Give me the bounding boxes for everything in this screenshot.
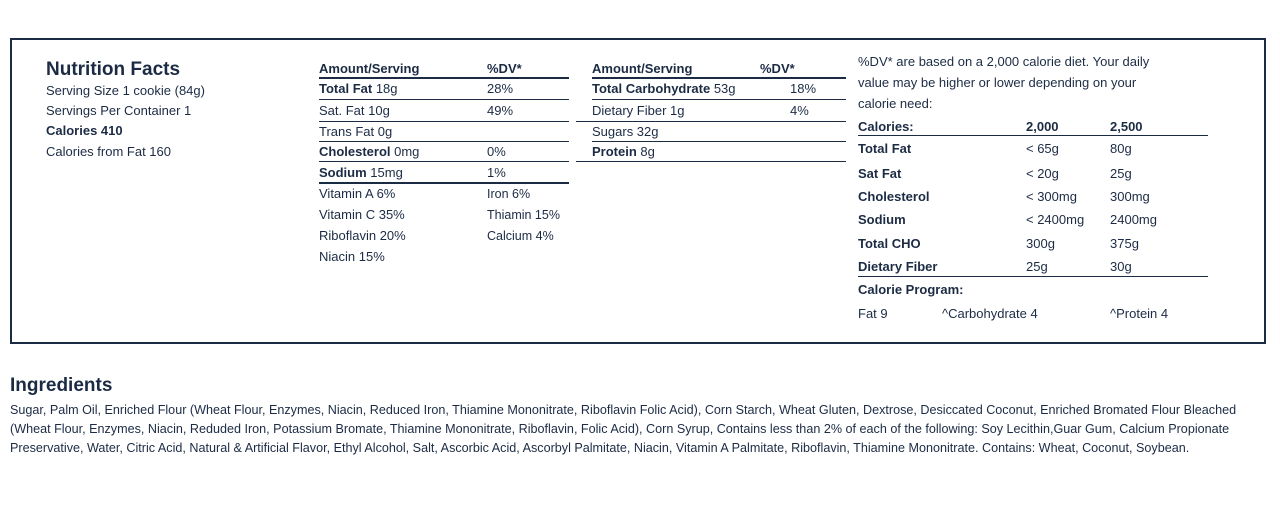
dv-row-2000: 300g: [1026, 236, 1055, 251]
dv-row-name: Total CHO: [858, 236, 921, 251]
table1-dv: 0%: [487, 144, 506, 159]
calories-from-fat: Calories from Fat 160: [46, 144, 171, 159]
dv-row-2500: 80g: [1110, 141, 1132, 156]
dv-row-name: Total Fat: [858, 141, 912, 156]
dv-row-2000: < 2400mg: [1026, 212, 1085, 227]
row-divider: [576, 121, 846, 122]
dv-note: value may be higher or lower depending on your: [858, 75, 1137, 90]
dv-col-2500: 2,500: [1110, 119, 1143, 134]
serving-size: Serving Size 1 cookie (84g): [46, 83, 205, 98]
row-divider: [319, 182, 569, 184]
table1-dv: 49%: [487, 103, 514, 118]
dv-rule: [858, 276, 1208, 277]
calories: Calories 410: [46, 123, 123, 138]
calorie-program-label: Calorie Program:: [858, 282, 964, 297]
row-divider: [576, 161, 846, 162]
table2-header-amount: Amount/Serving: [592, 61, 693, 76]
row-divider: [592, 141, 846, 142]
dv-note: %DV* are based on a 2,000 calorie diet. Your daily: [858, 54, 1150, 69]
mineral-item: Calcium 4%: [487, 229, 554, 243]
calorie-program-fat: Fat 9: [858, 306, 888, 321]
mineral-item: Iron 6%: [487, 187, 531, 201]
dv-row-2000: < 65g: [1026, 141, 1059, 156]
table2-row: Dietary Fiber 1g: [592, 103, 685, 118]
dv-col-2000: 2,000: [1026, 119, 1059, 134]
table1-header-dv: %DV*: [487, 61, 522, 76]
row-divider: [319, 161, 569, 162]
table2-header-rule: [592, 77, 846, 79]
table2-row: Total Carbohydrate 53g: [592, 81, 736, 96]
nutrition-facts-panel: [10, 38, 1266, 344]
dv-row-2000: < 300mg: [1026, 189, 1077, 204]
table1-row: Total Fat 18g: [319, 81, 398, 96]
mineral-item: Thiamin 15%: [487, 208, 560, 222]
vitamin-item: Vitamin C 35%: [319, 207, 405, 222]
dv-rule: [858, 135, 1208, 136]
dv-row-2000: < 20g: [1026, 166, 1059, 181]
dv-row-2000: 25g: [1026, 259, 1048, 274]
table2-dv: 4%: [790, 103, 809, 118]
row-divider: [319, 141, 569, 142]
table2-row: Protein 8g: [592, 144, 655, 159]
ingredients-text: Sugar, Palm Oil, Enriched Flour (Wheat Flour, Enzymes, Niacin, Reduced Iron, Thiamine Mononitrate, Riboflavin Folic Acid), Corn Starch, Wheat Gluten, Dextrose, Desiccated Coconut, Enriched Bromated Flour Bleached (Wheat Flour, Enzymes, Niacin, Reduded Iron, Potassium Bromate, Thiamine Mononitrate, Riboflavin, Folic Acid), Corn Syrup, Contains less than 2% of each of the following: Soy Lecithin,Guar Gum, Calcium Propionate Preservative, Water, Citric Acid, Natural & Artificial Flavor, Ethyl Alcohol, Salt, Ascorbic Acid, Ascorbyl Palmitate, Niacin, Vitamin A Palmitate, Riboflavin, Thiamine Mononitrate. Contains: Wheat, Coconut, Soybean.: [10, 403, 1237, 455]
table1-row: Sat. Fat 10g: [319, 103, 390, 118]
dv-row-2500: 30g: [1110, 259, 1132, 274]
table1-header-amount: Amount/Serving: [319, 61, 420, 76]
vitamin-item: Vitamin A 6%: [319, 186, 396, 201]
dv-calories-label: Calories:: [858, 119, 914, 134]
table1-dv: 1%: [487, 165, 506, 180]
table1-header-rule: [319, 77, 569, 79]
table1-row: Trans Fat 0g: [319, 124, 393, 139]
dv-row-name: Dietary Fiber: [858, 259, 938, 274]
table1-row: Cholesterol 0mg: [319, 144, 420, 159]
vitamin-item: Niacin 15%: [319, 249, 385, 264]
dv-row-2500: 2400mg: [1110, 212, 1157, 227]
dv-row-name: Cholesterol: [858, 189, 930, 204]
ingredients-title: Ingredients: [10, 375, 113, 396]
row-divider: [319, 99, 569, 100]
table2-header-dv: %DV*: [760, 61, 795, 76]
vitamin-item: Riboflavin 20%: [319, 228, 406, 243]
table2-dv: 18%: [790, 81, 817, 96]
calorie-program-protein: ^Protein 4: [1110, 306, 1169, 321]
dv-note: calorie need:: [858, 96, 933, 111]
dv-row-name: Sat Fat: [858, 166, 902, 181]
table1-row: Sodium 15mg: [319, 165, 403, 180]
dv-row-2500: 300mg: [1110, 189, 1150, 204]
table2-row: Sugars 32g: [592, 124, 659, 139]
dv-row-2500: 25g: [1110, 166, 1132, 181]
table1-dv: 28%: [487, 81, 514, 96]
dv-row-name: Sodium: [858, 212, 906, 227]
calorie-program-carb: ^Carbohydrate 4: [942, 306, 1038, 321]
nutrition-facts-title: Nutrition Facts: [46, 59, 181, 80]
row-divider: [319, 121, 569, 122]
dv-row-2500: 375g: [1110, 236, 1139, 251]
servings-per-container: Servings Per Container 1: [46, 103, 192, 118]
row-divider: [592, 99, 846, 100]
